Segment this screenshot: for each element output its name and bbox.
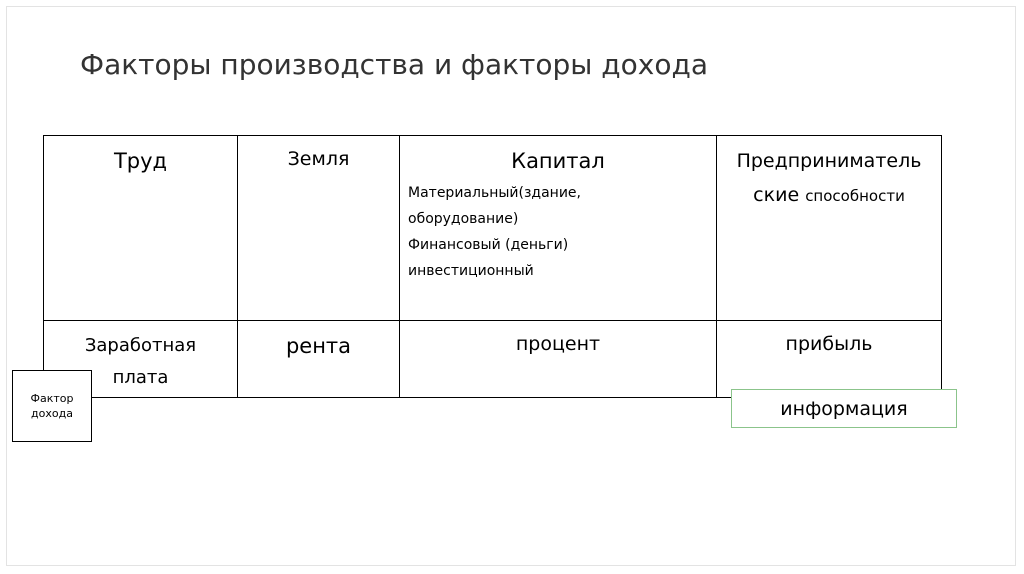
income-profit: прибыль [785,333,873,355]
factor-labor: Труд [113,149,168,173]
information-box [731,389,957,428]
entrepreneurship-suffix: ские [753,184,800,206]
factor-entrepreneurship-line2 [723,178,935,213]
cell-labor [44,136,238,321]
income-factor-label-line2: дохода [31,407,73,420]
cell-interest [400,321,717,398]
factor-capital: Капитал [511,149,605,173]
capital-details [406,180,710,284]
income-factor-label-box [12,370,92,442]
income-interest: процент [515,333,601,355]
table-row-incomes [44,321,942,398]
income-rent: рента [285,334,352,358]
capital-detail-item: инвестиционный [408,263,534,279]
capital-detail-item: Материальный(здание, [408,185,581,201]
cell-profit [717,321,942,398]
capital-detail-item: Финансовый (деньги) [408,237,569,253]
income-wage-line1: Заработная [84,335,197,356]
income-factor-label-line1: Фактор [30,392,74,405]
page-title: Факторы производства и факторы дохода [80,48,708,81]
factor-entrepreneurship-line1: Предприниматель [736,150,922,172]
factors-table [43,135,942,398]
cell-entrepreneurship [717,136,942,321]
entrepreneurship-abilities: способности [805,187,905,205]
information-label: информация [780,397,908,420]
cell-capital [400,136,717,321]
table-row-factors [44,136,942,321]
cell-land [238,136,400,321]
capital-detail-item: оборудование) [408,211,519,227]
income-wage-line2: плата [112,367,169,388]
cell-rent [238,321,400,398]
factor-land: Земля [287,148,350,170]
